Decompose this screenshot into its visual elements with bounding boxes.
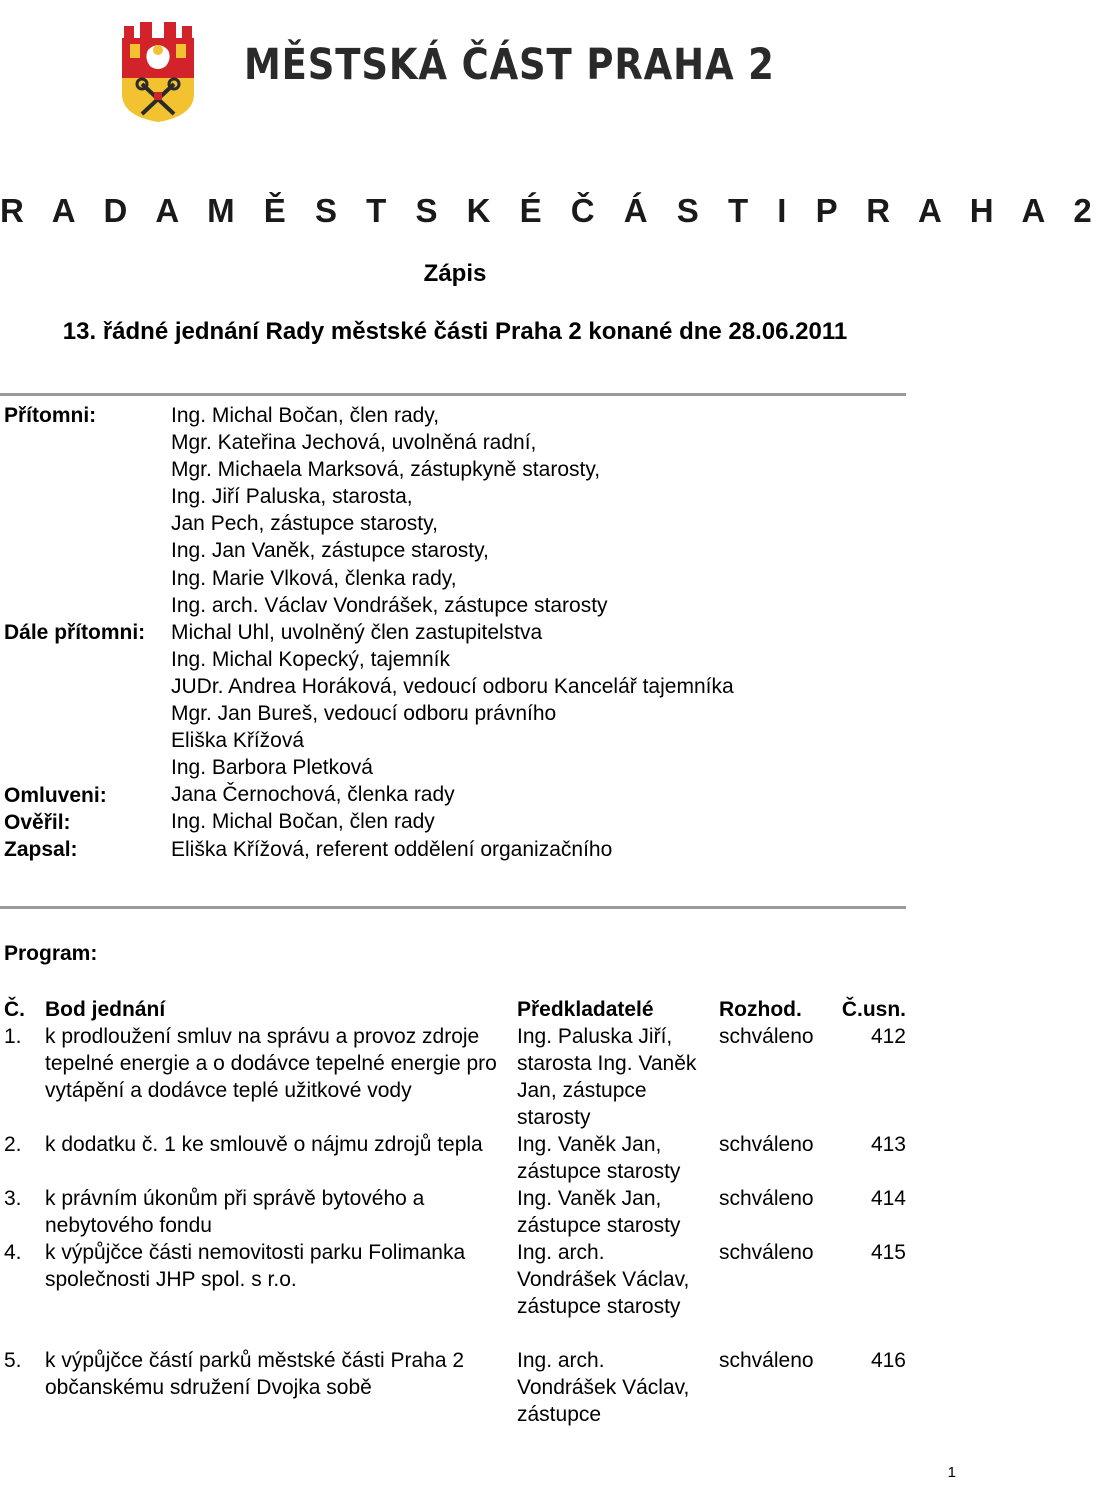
- table-row: [0, 1347, 912, 1428]
- row-presenters: Ing. Vaněk Jan, zástupce starosty: [517, 1187, 681, 1237]
- divider-top: [0, 393, 906, 396]
- divider-program: [0, 906, 906, 909]
- recorded-label: Zapsal:: [4, 838, 78, 861]
- row-item: k dodatku č. 1 ke smlouvě o nájmu zdrojů tepla: [45, 1133, 483, 1156]
- row-decision: schváleno: [719, 1187, 814, 1210]
- program-label: Program:: [4, 942, 98, 965]
- attendee-line: JUDr. Andrea Horáková, vedoucí odboru Kancelář tajemníka: [171, 674, 734, 698]
- attendee-line: Ing. Jan Vaněk, zástupce starosty,: [171, 539, 489, 563]
- page-number: 1: [947, 1464, 956, 1481]
- row-decision: schváleno: [719, 1241, 814, 1264]
- attendee-line: Ing. arch. Václav Vondrášek, zástupce starosty: [171, 593, 608, 617]
- row-item: k právním úkonům při správě bytového a nebytového fondu: [45, 1187, 425, 1237]
- attendee-line: Ing. Jiří Paluska, starosta,: [171, 485, 413, 509]
- row-decision: schváleno: [719, 1349, 814, 1372]
- row-num: 5.: [4, 1349, 22, 1372]
- attendee-line: Eliška Křížová: [171, 729, 305, 753]
- row-presenters: Ing. Paluska Jiří, starosta Ing. Vaněk Jan, zástupce starosty: [517, 1025, 697, 1129]
- meeting-description: 13. řádné jednání Rady městské části Praha 2 konané dne 28.06.2011: [62, 318, 848, 345]
- table-row: [0, 1185, 912, 1239]
- row-presenters: Ing. arch. Vondrášek Václav, zástupce: [517, 1349, 690, 1426]
- verified-value: Ing. Michal Bočan, člen rady: [171, 810, 435, 834]
- row-resolution: 416: [870, 1349, 906, 1372]
- attendee-line: Jan Pech, zástupce starosty,: [171, 512, 438, 536]
- present-label: Přítomni:: [4, 404, 97, 427]
- header-presenters: Předkladatelé: [517, 998, 654, 1021]
- table-row: [0, 1023, 912, 1131]
- attendee-line: Ing. Michal Bočan, člen rady,: [171, 404, 440, 427]
- row-num: 1.: [4, 1025, 22, 1048]
- excused-value: Jana Černochová, členka rady: [171, 783, 455, 807]
- program-table: [0, 996, 912, 1428]
- row-presenters: Ing. arch. Vondrášek Václav, zástupce starosty: [517, 1241, 690, 1318]
- table-row: [0, 1239, 912, 1347]
- header-num: Č.: [4, 998, 25, 1021]
- attendee-line: Mgr. Jan Bureš, vedoucí odboru právního: [171, 702, 557, 726]
- excused-label: Omluveni:: [4, 784, 107, 807]
- header-item: Bod jednání: [45, 998, 166, 1021]
- brand-wordmark: MĚSTSKÁ ČÁST PRAHA 2: [244, 40, 775, 90]
- row-resolution: 413: [870, 1133, 906, 1156]
- row-decision: schváleno: [719, 1133, 814, 1156]
- row-resolution: 412: [870, 1025, 906, 1048]
- attendee-line: Michal Uhl, uvolněný člen zastupitelstva: [171, 620, 543, 644]
- row-resolution: 414: [870, 1187, 906, 1210]
- row-decision: schváleno: [719, 1025, 814, 1048]
- also-present-label: Dále přítomni:: [4, 621, 146, 644]
- attendee-line: Mgr. Kateřina Jechová, uvolněná radní,: [171, 431, 537, 455]
- attendee-line: Ing. Marie Vlková, členka rady,: [171, 566, 457, 590]
- verified-label: Ověřil:: [4, 811, 71, 834]
- recorded-value: Eliška Křížová, referent oddělení organizačního: [171, 837, 613, 861]
- present-list: [171, 402, 734, 863]
- program-header-row: [0, 996, 912, 1023]
- document-type: Zápis: [423, 260, 487, 287]
- attendee-line: Ing. Michal Kopecký, tajemník: [171, 647, 450, 671]
- attendee-line: Ing. Barbora Pletková: [171, 756, 373, 780]
- row-item: k výpůjčce části nemovitosti parku Folimanka společnosti JHP spol. s r.o.: [45, 1241, 466, 1291]
- row-resolution: 415: [870, 1241, 906, 1264]
- row-num: 3.: [4, 1187, 22, 1210]
- row-num: 2.: [4, 1133, 22, 1156]
- attendee-line: Mgr. Michaela Marksová, zástupkyně starosty,: [171, 458, 601, 482]
- header-decision: Rozhod.: [719, 998, 802, 1021]
- table-row: [0, 1131, 912, 1185]
- document-main-title: R A D A M Ě S T S K É Č Á S T I P R A H A 2: [0, 192, 1102, 229]
- header-resolution: Č.usn.: [841, 998, 906, 1021]
- prague-2-coat-of-arms-icon: [120, 20, 196, 124]
- row-item: k výpůjčce částí parků městské části Praha 2 občanskému sdružení Dvojka sobě: [45, 1349, 465, 1399]
- row-presenters: Ing. Vaněk Jan, zástupce starosty: [517, 1133, 681, 1183]
- row-item: k prodloužení smluv na správu a provoz zdroje tepelné energie a o dodávce tepelné energie pro vytápění a dodávce teplé užitkové vody: [45, 1025, 497, 1102]
- row-num: 4.: [4, 1241, 22, 1264]
